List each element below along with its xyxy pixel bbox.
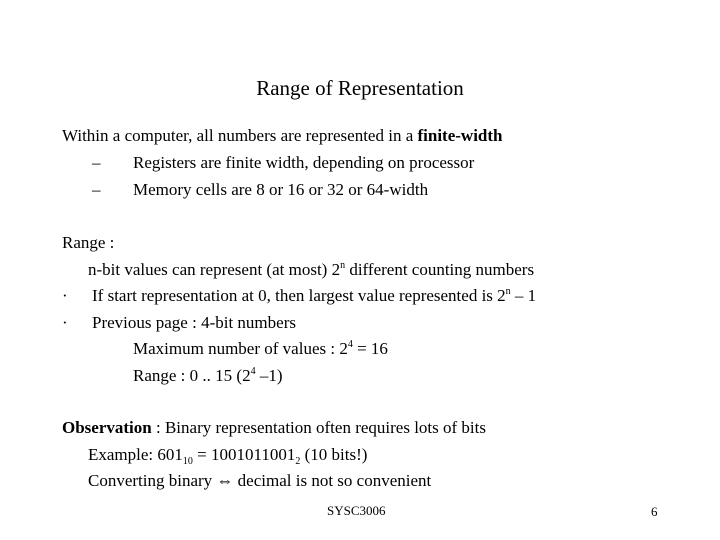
range-max-sup: 4	[347, 339, 353, 350]
double-arrow-icon: ⇔	[216, 471, 234, 490]
range-max-line	[133, 339, 388, 359]
example-post: (10 bits!)	[300, 445, 368, 464]
observation-converting-line	[88, 471, 431, 491]
observation-line	[62, 418, 486, 438]
range-nbit-post: different counting numbers	[345, 260, 535, 279]
footer-page-number: 6	[651, 504, 658, 519]
observation-example-line	[88, 445, 367, 465]
bullet-marker-start: ·	[62, 286, 68, 305]
range-start-pre: If start representation at 0, then largest value represented is 2	[92, 286, 506, 305]
converting-pre: Converting binary	[88, 471, 217, 490]
example-pre: Example: 601	[88, 445, 183, 464]
intro-text: Within a computer, all numbers are represented in a	[62, 126, 418, 145]
range-previous-line: Previous page : 4-bit numbers	[92, 313, 296, 332]
slide-title: Range of Representation	[256, 76, 464, 100]
footer-course: SYSC3006	[327, 503, 386, 518]
range-start-line	[92, 286, 536, 306]
range-range-sup: 4	[250, 366, 256, 377]
bullet-registers: Registers are finite width, depending on processor	[133, 153, 475, 172]
range-start-sup: n	[505, 286, 511, 297]
bullet-marker-memory: –	[92, 180, 101, 199]
intro-bold: finite-width	[417, 126, 503, 145]
bullet-marker-registers: –	[92, 153, 101, 172]
range-max-pre: Maximum number of values : 2	[133, 339, 348, 358]
example-mid: = 1001011001	[192, 445, 296, 464]
observation-label: Observation	[62, 418, 152, 437]
example-sub-binary: 2	[295, 456, 301, 467]
observation-text: : Binary representation often requires lots of bits	[151, 418, 486, 437]
range-max-post: = 16	[352, 339, 388, 358]
range-start-post: – 1	[510, 286, 537, 305]
range-nbit-sup: n	[340, 260, 346, 271]
converting-post: decimal is not so convenient	[233, 471, 432, 490]
range-range-pre: Range : 0 .. 15 (2	[133, 366, 251, 385]
range-nbit-line	[88, 260, 534, 280]
range-nbit-pre: n-bit values can represent (at most) 2	[88, 260, 341, 279]
range-heading: Range :	[62, 233, 115, 252]
range-range-post: –1)	[255, 366, 283, 385]
range-range-line	[133, 366, 283, 386]
bullet-marker-previous: ·	[62, 313, 68, 332]
bullet-memory: Memory cells are 8 or 16 or 32 or 64-width	[133, 180, 429, 199]
example-sub-decimal: 10	[182, 456, 193, 467]
intro-line	[62, 126, 503, 146]
